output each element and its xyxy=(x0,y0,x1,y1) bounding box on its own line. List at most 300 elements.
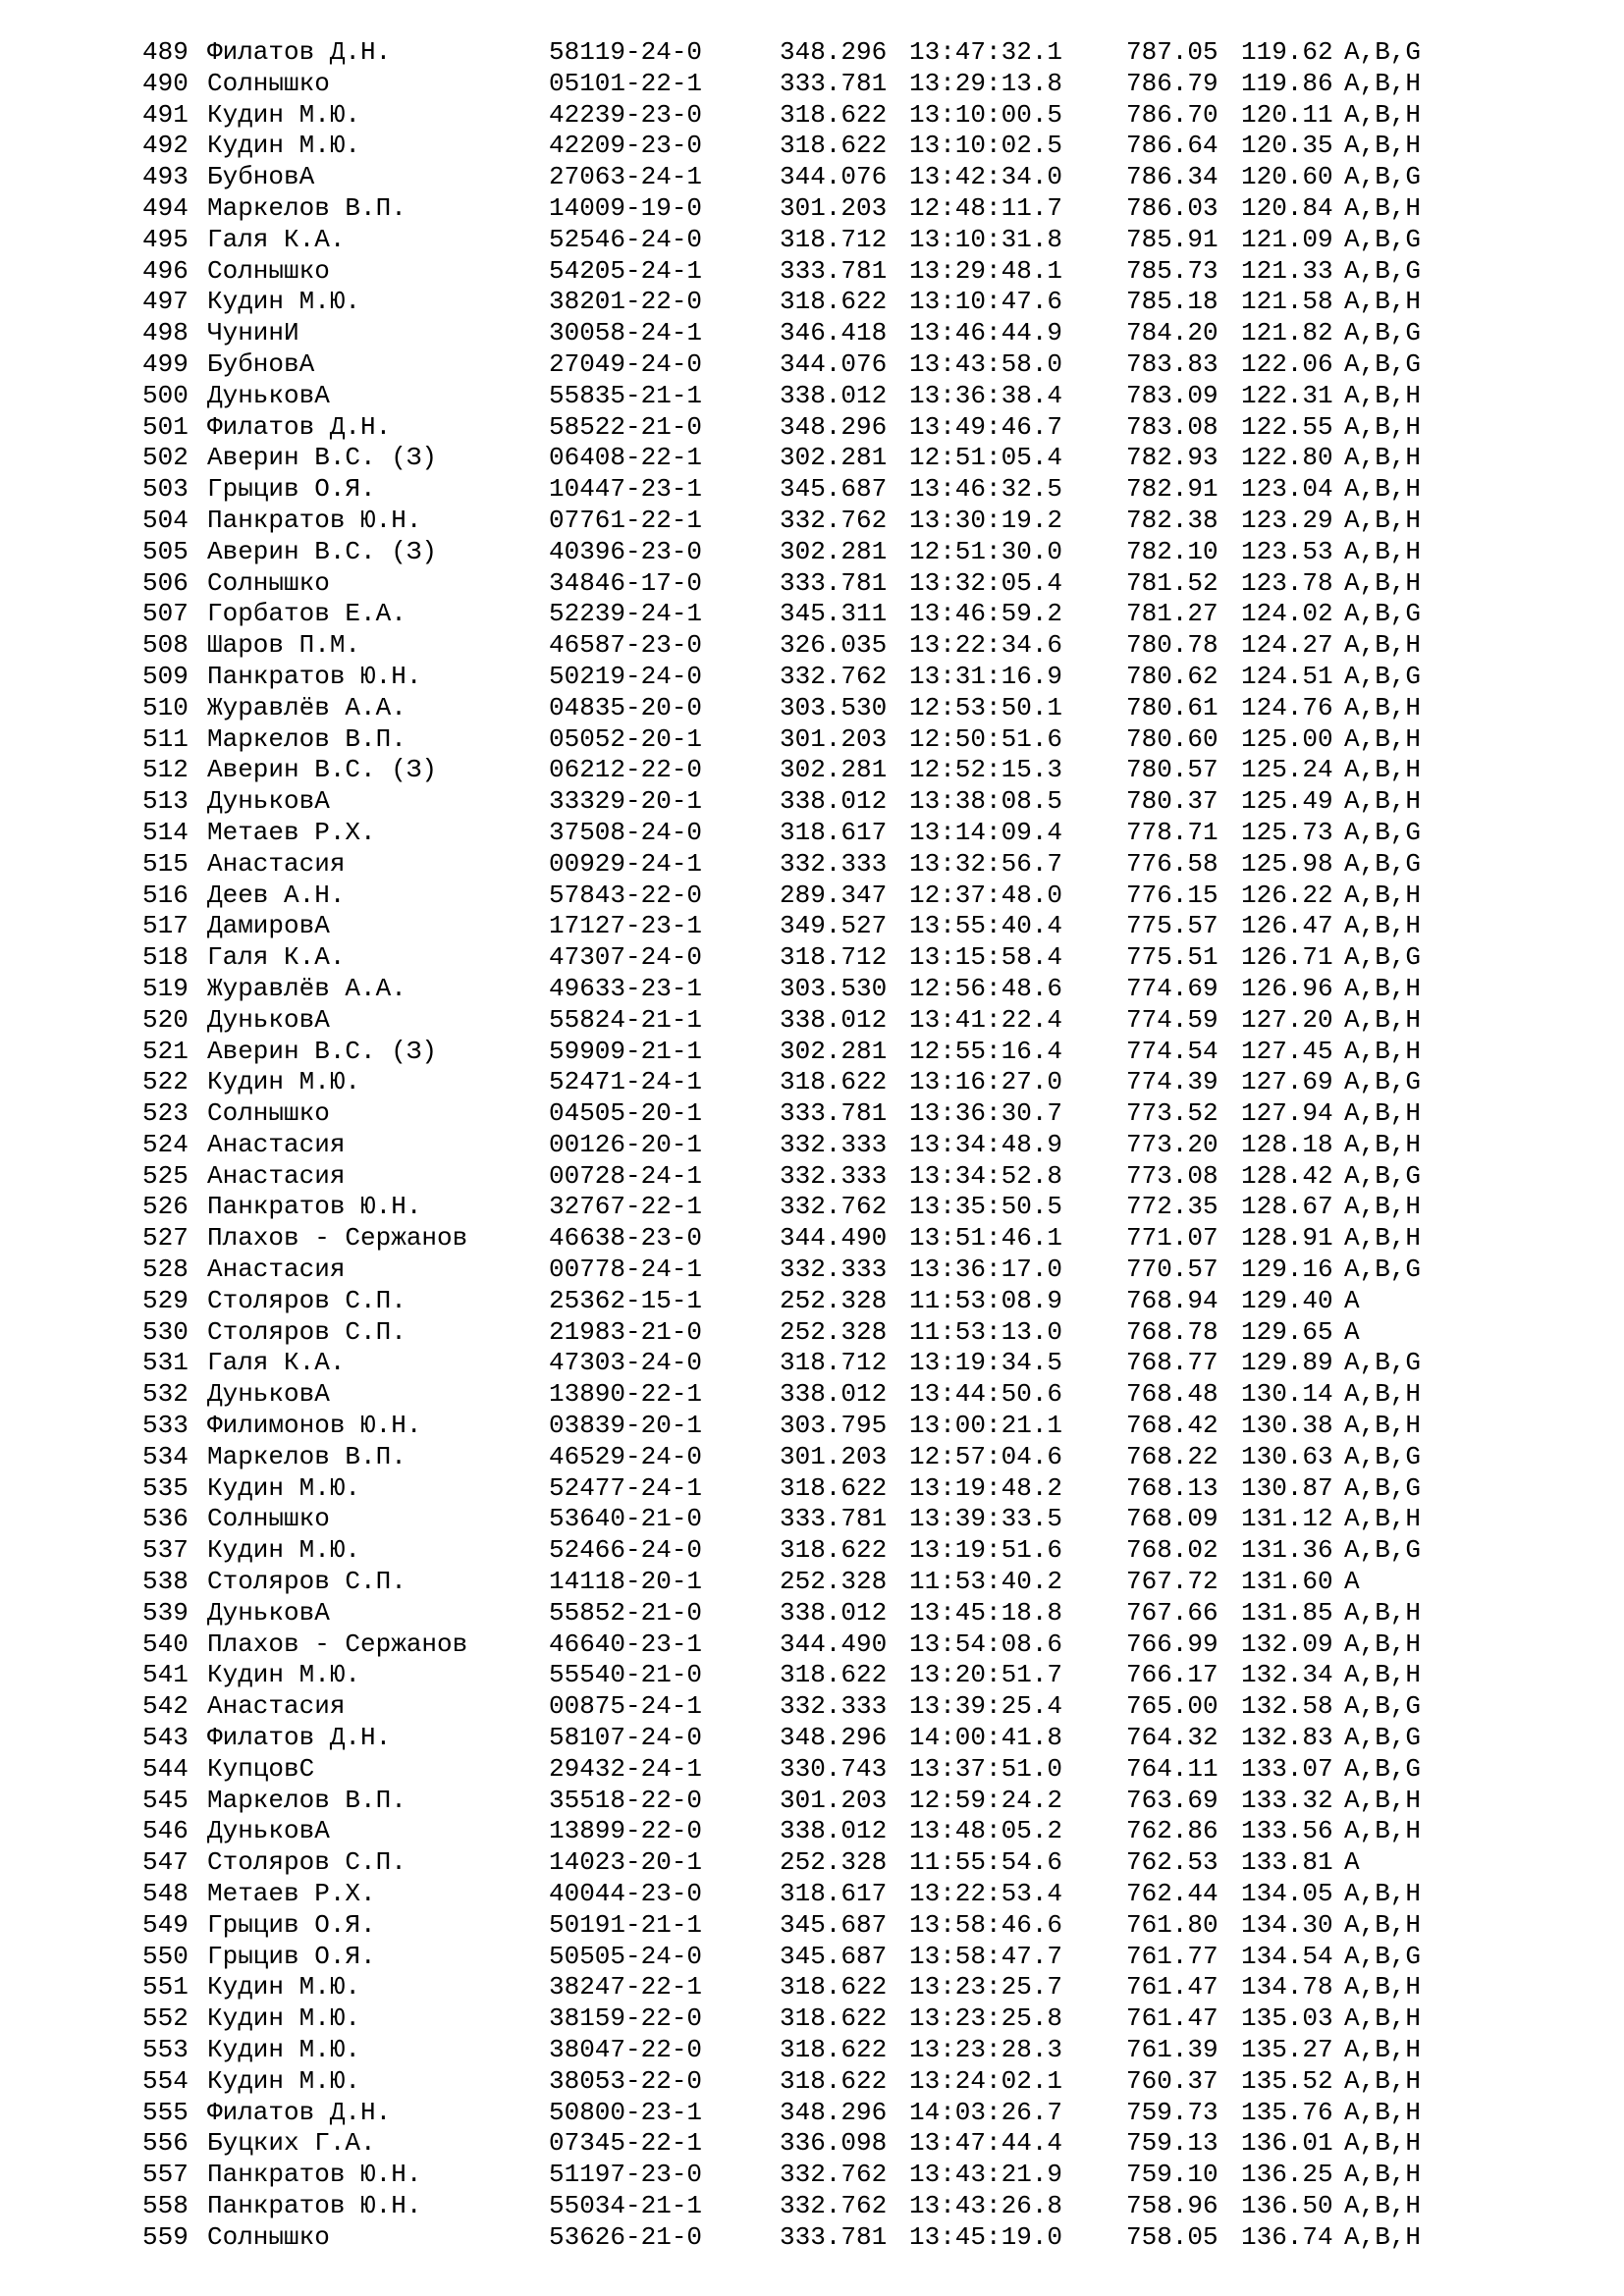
ring-number: 33329-20-1 xyxy=(549,786,703,817)
distance: 332.333 xyxy=(780,1160,888,1191)
category-codes: A,B,H xyxy=(1344,505,1422,535)
arrival-time: 13:47:32.1 xyxy=(909,37,1063,67)
category-codes: A,B,G xyxy=(1344,255,1422,286)
table-row xyxy=(142,381,1517,412)
speed: 780.60 xyxy=(1126,723,1218,754)
participant-name: ДуньковА xyxy=(207,1379,330,1410)
table-row xyxy=(142,1504,1517,1535)
participant-name: Анастасия xyxy=(207,1129,346,1159)
speed: 780.78 xyxy=(1126,630,1218,661)
ring-number: 42209-23-0 xyxy=(549,131,703,161)
distance: 318.622 xyxy=(780,2065,888,2096)
points: 133.32 xyxy=(1241,1785,1333,1815)
place-number: 495 xyxy=(142,224,189,254)
speed: 783.08 xyxy=(1126,411,1218,442)
participant-name: Кудин М.Ю. xyxy=(207,2003,361,2034)
arrival-time: 13:34:52.8 xyxy=(909,1160,1063,1191)
category-codes: A,B,G xyxy=(1344,224,1422,254)
table-row xyxy=(142,100,1517,132)
table-row xyxy=(142,2191,1517,2222)
table-row xyxy=(142,1161,1517,1193)
speed: 761.39 xyxy=(1126,2035,1218,2064)
table-row xyxy=(142,1567,1517,1598)
table-row xyxy=(142,1660,1517,1691)
category-codes: A,B,G xyxy=(1344,1723,1422,1753)
category-codes: A,B,H xyxy=(1344,1223,1422,1254)
points: 119.86 xyxy=(1241,68,1333,98)
distance: 333.781 xyxy=(780,255,888,286)
points: 132.09 xyxy=(1241,1629,1333,1659)
distance: 318.712 xyxy=(780,942,888,973)
participant-name: Кудин М.Ю. xyxy=(207,2035,361,2064)
table-row xyxy=(142,1910,1517,1942)
points: 134.78 xyxy=(1241,1972,1333,2002)
distance: 303.795 xyxy=(780,1411,888,1441)
speed: 782.10 xyxy=(1126,536,1218,566)
table-row xyxy=(142,2222,1517,2254)
arrival-time: 13:44:50.6 xyxy=(909,1379,1063,1410)
ring-number: 38201-22-0 xyxy=(549,287,703,317)
speed: 761.80 xyxy=(1126,1909,1218,1940)
ring-number: 51197-23-0 xyxy=(549,2160,703,2190)
place-number: 509 xyxy=(142,661,189,691)
speed: 774.39 xyxy=(1126,1067,1218,1097)
points: 123.78 xyxy=(1241,567,1333,598)
place-number: 542 xyxy=(142,1691,189,1722)
table-row xyxy=(142,162,1517,193)
ring-number: 25362-15-1 xyxy=(549,1285,703,1315)
arrival-time: 13:35:50.5 xyxy=(909,1192,1063,1222)
category-codes: A,B,H xyxy=(1344,192,1422,223)
speed: 773.20 xyxy=(1126,1129,1218,1159)
place-number: 511 xyxy=(142,723,189,754)
place-number: 490 xyxy=(142,68,189,98)
ring-number: 27049-24-0 xyxy=(549,348,703,379)
speed: 786.34 xyxy=(1126,162,1218,192)
distance: 318.622 xyxy=(780,99,888,130)
participant-name: Грыцив О.Я. xyxy=(207,474,376,505)
arrival-time: 13:32:56.7 xyxy=(909,848,1063,879)
category-codes: A,B,H xyxy=(1344,786,1422,817)
table-row xyxy=(142,1786,1517,1817)
distance: 303.530 xyxy=(780,692,888,722)
table-row xyxy=(142,1098,1517,1130)
ring-number: 13890-22-1 xyxy=(549,1379,703,1410)
ring-number: 53640-21-0 xyxy=(549,1504,703,1534)
participant-name: Журавлёв А.А. xyxy=(207,973,406,1003)
place-number: 541 xyxy=(142,1660,189,1690)
distance: 318.617 xyxy=(780,817,888,847)
distance: 333.781 xyxy=(780,1098,888,1129)
category-codes: A,B,G xyxy=(1344,661,1422,691)
place-number: 543 xyxy=(142,1723,189,1753)
speed: 762.86 xyxy=(1126,1816,1218,1846)
points: 132.34 xyxy=(1241,1660,1333,1690)
distance: 333.781 xyxy=(780,1504,888,1534)
ring-number: 55852-21-0 xyxy=(549,1597,703,1628)
points: 131.60 xyxy=(1241,1567,1333,1597)
category-codes: A,B,G xyxy=(1344,1535,1422,1566)
table-row xyxy=(142,786,1517,818)
ring-number: 52466-24-0 xyxy=(549,1535,703,1566)
distance: 344.076 xyxy=(780,348,888,379)
place-number: 527 xyxy=(142,1223,189,1254)
ring-number: 17127-23-1 xyxy=(549,911,703,941)
points: 120.11 xyxy=(1241,99,1333,130)
points: 122.31 xyxy=(1241,380,1333,410)
participant-name: Столяров С.П. xyxy=(207,1567,406,1597)
ring-number: 00875-24-1 xyxy=(549,1691,703,1722)
category-codes: A,B,G xyxy=(1344,1472,1422,1503)
ring-number: 34846-17-0 xyxy=(549,567,703,598)
place-number: 515 xyxy=(142,848,189,879)
points: 124.02 xyxy=(1241,599,1333,629)
distance: 344.076 xyxy=(780,162,888,192)
category-codes: A,B,H xyxy=(1344,723,1422,754)
speed: 759.10 xyxy=(1126,2160,1218,2190)
arrival-time: 12:51:30.0 xyxy=(909,536,1063,566)
category-codes: A xyxy=(1344,1567,1360,1597)
table-row xyxy=(142,1005,1517,1037)
points: 135.76 xyxy=(1241,2097,1333,2127)
arrival-time: 13:22:34.6 xyxy=(909,630,1063,661)
place-number: 494 xyxy=(142,192,189,223)
ring-number: 38159-22-0 xyxy=(549,2003,703,2034)
points: 128.18 xyxy=(1241,1129,1333,1159)
arrival-time: 13:38:08.5 xyxy=(909,786,1063,817)
arrival-time: 12:57:04.6 xyxy=(909,1441,1063,1471)
table-row xyxy=(142,693,1517,724)
table-row xyxy=(142,2066,1517,2098)
arrival-time: 13:19:51.6 xyxy=(909,1535,1063,1566)
distance: 344.490 xyxy=(780,1629,888,1659)
participant-name: Солнышко xyxy=(207,1504,330,1534)
distance: 345.687 xyxy=(780,1909,888,1940)
points: 121.33 xyxy=(1241,255,1333,286)
place-number: 547 xyxy=(142,1847,189,1878)
category-codes: A,B,H xyxy=(1344,1785,1422,1815)
table-row xyxy=(142,1130,1517,1161)
ring-number: 42239-23-0 xyxy=(549,99,703,130)
table-row xyxy=(142,1879,1517,1910)
category-codes: A,B,G xyxy=(1344,1441,1422,1471)
distance: 333.781 xyxy=(780,567,888,598)
table-row xyxy=(142,974,1517,1005)
participant-name: Плахов - Сержанов xyxy=(207,1223,468,1254)
arrival-time: 13:29:13.8 xyxy=(909,68,1063,98)
ring-number: 57843-22-0 xyxy=(549,880,703,910)
ring-number: 55824-21-1 xyxy=(549,1004,703,1035)
speed: 784.20 xyxy=(1126,318,1218,348)
speed: 782.91 xyxy=(1126,474,1218,505)
ring-number: 49633-23-1 xyxy=(549,973,703,1003)
arrival-time: 13:10:00.5 xyxy=(909,99,1063,130)
speed: 768.94 xyxy=(1126,1285,1218,1315)
speed: 778.71 xyxy=(1126,817,1218,847)
participant-name: Солнышко xyxy=(207,255,330,286)
arrival-time: 12:55:16.4 xyxy=(909,1036,1063,1066)
category-codes: A,B,H xyxy=(1344,1660,1422,1690)
speed: 781.52 xyxy=(1126,567,1218,598)
points: 130.38 xyxy=(1241,1411,1333,1441)
points: 119.62 xyxy=(1241,37,1333,67)
table-row xyxy=(142,69,1517,100)
speed: 768.13 xyxy=(1126,1472,1218,1503)
arrival-time: 12:50:51.6 xyxy=(909,723,1063,754)
arrival-time: 12:51:05.4 xyxy=(909,443,1063,473)
arrival-time: 13:24:02.1 xyxy=(909,2065,1063,2096)
category-codes: A,B,H xyxy=(1344,131,1422,161)
distance: 318.622 xyxy=(780,1067,888,1097)
ring-number: 05052-20-1 xyxy=(549,723,703,754)
place-number: 530 xyxy=(142,1316,189,1347)
speed: 774.59 xyxy=(1126,1004,1218,1035)
distance: 318.622 xyxy=(780,2035,888,2064)
points: 133.56 xyxy=(1241,1816,1333,1846)
points: 128.91 xyxy=(1241,1223,1333,1254)
arrival-time: 13:10:47.6 xyxy=(909,287,1063,317)
speed: 787.05 xyxy=(1126,37,1218,67)
arrival-time: 13:14:09.4 xyxy=(909,817,1063,847)
distance: 333.781 xyxy=(780,68,888,98)
participant-name: ДуньковА xyxy=(207,380,330,410)
points: 131.12 xyxy=(1241,1504,1333,1534)
speed: 786.70 xyxy=(1126,99,1218,130)
place-number: 500 xyxy=(142,380,189,410)
ring-number: 00778-24-1 xyxy=(549,1255,703,1285)
category-codes: A,B,H xyxy=(1344,1504,1422,1534)
table-row xyxy=(142,37,1517,69)
ring-number: 10447-23-1 xyxy=(549,474,703,505)
table-row xyxy=(142,568,1517,600)
table-row xyxy=(142,1598,1517,1629)
ring-number: 52239-24-1 xyxy=(549,599,703,629)
distance: 338.012 xyxy=(780,786,888,817)
table-row xyxy=(142,818,1517,849)
arrival-time: 13:32:05.4 xyxy=(909,567,1063,598)
category-codes: A,B,H xyxy=(1344,1879,1422,1909)
arrival-time: 13:22:53.4 xyxy=(909,1879,1063,1909)
arrival-time: 13:55:40.4 xyxy=(909,911,1063,941)
points: 122.55 xyxy=(1241,411,1333,442)
place-number: 521 xyxy=(142,1036,189,1066)
arrival-time: 13:46:32.5 xyxy=(909,474,1063,505)
place-number: 519 xyxy=(142,973,189,1003)
category-codes: A,B,G xyxy=(1344,162,1422,192)
arrival-time: 13:42:34.0 xyxy=(909,162,1063,192)
distance: 348.296 xyxy=(780,2097,888,2127)
distance: 348.296 xyxy=(780,1723,888,1753)
category-codes: A,B,G xyxy=(1344,1753,1422,1784)
participant-name: ЧунинИ xyxy=(207,318,299,348)
ring-number: 40396-23-0 xyxy=(549,536,703,566)
participant-name: Буцких Г.А. xyxy=(207,2128,376,2159)
category-codes: A,B,H xyxy=(1344,1816,1422,1846)
table-row xyxy=(142,256,1517,288)
participant-name: Филатов Д.Н. xyxy=(207,37,392,67)
arrival-time: 11:53:08.9 xyxy=(909,1285,1063,1315)
place-number: 518 xyxy=(142,942,189,973)
ring-number: 06212-22-0 xyxy=(549,755,703,785)
category-codes: A,B,H xyxy=(1344,567,1422,598)
participant-name: Аверин В.С. (З) xyxy=(207,443,438,473)
table-row xyxy=(142,881,1517,912)
participant-name: Анастасия xyxy=(207,1691,346,1722)
category-codes: A,B,H xyxy=(1344,1972,1422,2002)
arrival-time: 13:51:46.1 xyxy=(909,1223,1063,1254)
place-number: 546 xyxy=(142,1816,189,1846)
category-codes: A,B,H xyxy=(1344,1129,1422,1159)
speed: 763.69 xyxy=(1126,1785,1218,1815)
category-codes: A,B,H xyxy=(1344,287,1422,317)
points: 130.63 xyxy=(1241,1441,1333,1471)
arrival-time: 13:23:28.3 xyxy=(909,2035,1063,2064)
ring-number: 58107-24-0 xyxy=(549,1723,703,1753)
table-row xyxy=(142,1473,1517,1505)
speed: 782.38 xyxy=(1126,505,1218,535)
category-codes: A,B,H xyxy=(1344,1192,1422,1222)
points: 120.60 xyxy=(1241,162,1333,192)
arrival-time: 11:55:54.6 xyxy=(909,1847,1063,1878)
distance: 338.012 xyxy=(780,1597,888,1628)
speed: 761.47 xyxy=(1126,1972,1218,2002)
category-codes: A,B,G xyxy=(1344,348,1422,379)
distance: 348.296 xyxy=(780,37,888,67)
distance: 302.281 xyxy=(780,536,888,566)
place-number: 544 xyxy=(142,1753,189,1784)
distance: 333.781 xyxy=(780,2221,888,2252)
table-row xyxy=(142,2003,1517,2035)
speed: 770.57 xyxy=(1126,1255,1218,1285)
table-row xyxy=(142,1223,1517,1255)
table-row xyxy=(142,1379,1517,1411)
arrival-time: 13:19:34.5 xyxy=(909,1348,1063,1378)
category-codes: A,B,H xyxy=(1344,880,1422,910)
arrival-time: 13:43:26.8 xyxy=(909,2190,1063,2220)
speed: 776.15 xyxy=(1126,880,1218,910)
ring-number: 55034-21-1 xyxy=(549,2190,703,2220)
arrival-time: 13:29:48.1 xyxy=(909,255,1063,286)
table-row xyxy=(142,1691,1517,1723)
points: 136.25 xyxy=(1241,2160,1333,2190)
table-row xyxy=(142,1629,1517,1661)
speed: 781.27 xyxy=(1126,599,1218,629)
speed: 780.37 xyxy=(1126,786,1218,817)
speed: 758.05 xyxy=(1126,2221,1218,2252)
ring-number: 35518-22-0 xyxy=(549,1785,703,1815)
category-codes: A,B,H xyxy=(1344,1411,1422,1441)
distance: 252.328 xyxy=(780,1847,888,1878)
arrival-time: 13:47:44.4 xyxy=(909,2128,1063,2159)
category-codes: A,B,H xyxy=(1344,2221,1422,2252)
points: 127.69 xyxy=(1241,1067,1333,1097)
ring-number: 07345-22-1 xyxy=(549,2128,703,2159)
arrival-time: 13:45:19.0 xyxy=(909,2221,1063,2252)
participant-name: Панкратов Ю.Н. xyxy=(207,2190,422,2220)
arrival-time: 13:36:30.7 xyxy=(909,1098,1063,1129)
category-codes: A,B,H xyxy=(1344,2190,1422,2220)
table-row xyxy=(142,349,1517,381)
speed: 786.03 xyxy=(1126,192,1218,223)
participant-name: Кудин М.Ю. xyxy=(207,2065,361,2096)
points: 135.52 xyxy=(1241,2065,1333,2096)
distance: 332.762 xyxy=(780,661,888,691)
points: 125.49 xyxy=(1241,786,1333,817)
distance: 318.622 xyxy=(780,1660,888,1690)
place-number: 503 xyxy=(142,474,189,505)
points: 124.27 xyxy=(1241,630,1333,661)
points: 125.00 xyxy=(1241,723,1333,754)
table-row xyxy=(142,1942,1517,1973)
ring-number: 14009-19-0 xyxy=(549,192,703,223)
category-codes: A,B,H xyxy=(1344,2003,1422,2034)
ring-number: 00728-24-1 xyxy=(549,1160,703,1191)
category-codes: A,B,H xyxy=(1344,536,1422,566)
place-number: 512 xyxy=(142,755,189,785)
arrival-time: 13:43:21.9 xyxy=(909,2160,1063,2190)
distance: 318.712 xyxy=(780,1348,888,1378)
ring-number: 38053-22-0 xyxy=(549,2065,703,2096)
points: 130.14 xyxy=(1241,1379,1333,1410)
place-number: 553 xyxy=(142,2035,189,2064)
distance: 318.622 xyxy=(780,287,888,317)
distance: 332.762 xyxy=(780,505,888,535)
ring-number: 46587-23-0 xyxy=(549,630,703,661)
ring-number: 06408-22-1 xyxy=(549,443,703,473)
table-row xyxy=(142,1255,1517,1286)
points: 128.67 xyxy=(1241,1192,1333,1222)
participant-name: Галя К.А. xyxy=(207,1348,346,1378)
arrival-time: 13:41:22.4 xyxy=(909,1004,1063,1035)
table-row xyxy=(142,2035,1517,2066)
speed: 780.57 xyxy=(1126,755,1218,785)
place-number: 550 xyxy=(142,1941,189,1971)
category-codes: A,B,H xyxy=(1344,1909,1422,1940)
distance: 302.281 xyxy=(780,1036,888,1066)
arrival-time: 13:19:48.2 xyxy=(909,1472,1063,1503)
speed: 761.77 xyxy=(1126,1941,1218,1971)
arrival-time: 12:48:11.7 xyxy=(909,192,1063,223)
participant-name: Маркелов В.П. xyxy=(207,192,406,223)
place-number: 514 xyxy=(142,817,189,847)
category-codes: A,B,G xyxy=(1344,817,1422,847)
distance: 345.687 xyxy=(780,1941,888,1971)
speed: 768.02 xyxy=(1126,1535,1218,1566)
points: 124.76 xyxy=(1241,692,1333,722)
category-codes: A,B,H xyxy=(1344,2035,1422,2064)
participant-name: Кудин М.Ю. xyxy=(207,1660,361,1690)
arrival-time: 13:48:05.2 xyxy=(909,1816,1063,1846)
category-codes: A,B,G xyxy=(1344,37,1422,67)
points: 120.35 xyxy=(1241,131,1333,161)
ring-number: 00126-20-1 xyxy=(549,1129,703,1159)
participant-name: Филатов Д.Н. xyxy=(207,411,392,442)
distance: 302.281 xyxy=(780,443,888,473)
participant-name: Кудин М.Ю. xyxy=(207,99,361,130)
speed: 761.47 xyxy=(1126,2003,1218,2034)
ring-number: 50505-24-0 xyxy=(549,1941,703,1971)
category-codes: A,B,H xyxy=(1344,1379,1422,1410)
points: 120.84 xyxy=(1241,192,1333,223)
ring-number: 38247-22-1 xyxy=(549,1972,703,2002)
arrival-time: 13:54:08.6 xyxy=(909,1629,1063,1659)
arrival-time: 13:30:19.2 xyxy=(909,505,1063,535)
table-row xyxy=(142,942,1517,974)
arrival-time: 13:34:48.9 xyxy=(909,1129,1063,1159)
arrival-time: 13:39:25.4 xyxy=(909,1691,1063,1722)
speed: 776.58 xyxy=(1126,848,1218,879)
distance: 330.743 xyxy=(780,1753,888,1784)
